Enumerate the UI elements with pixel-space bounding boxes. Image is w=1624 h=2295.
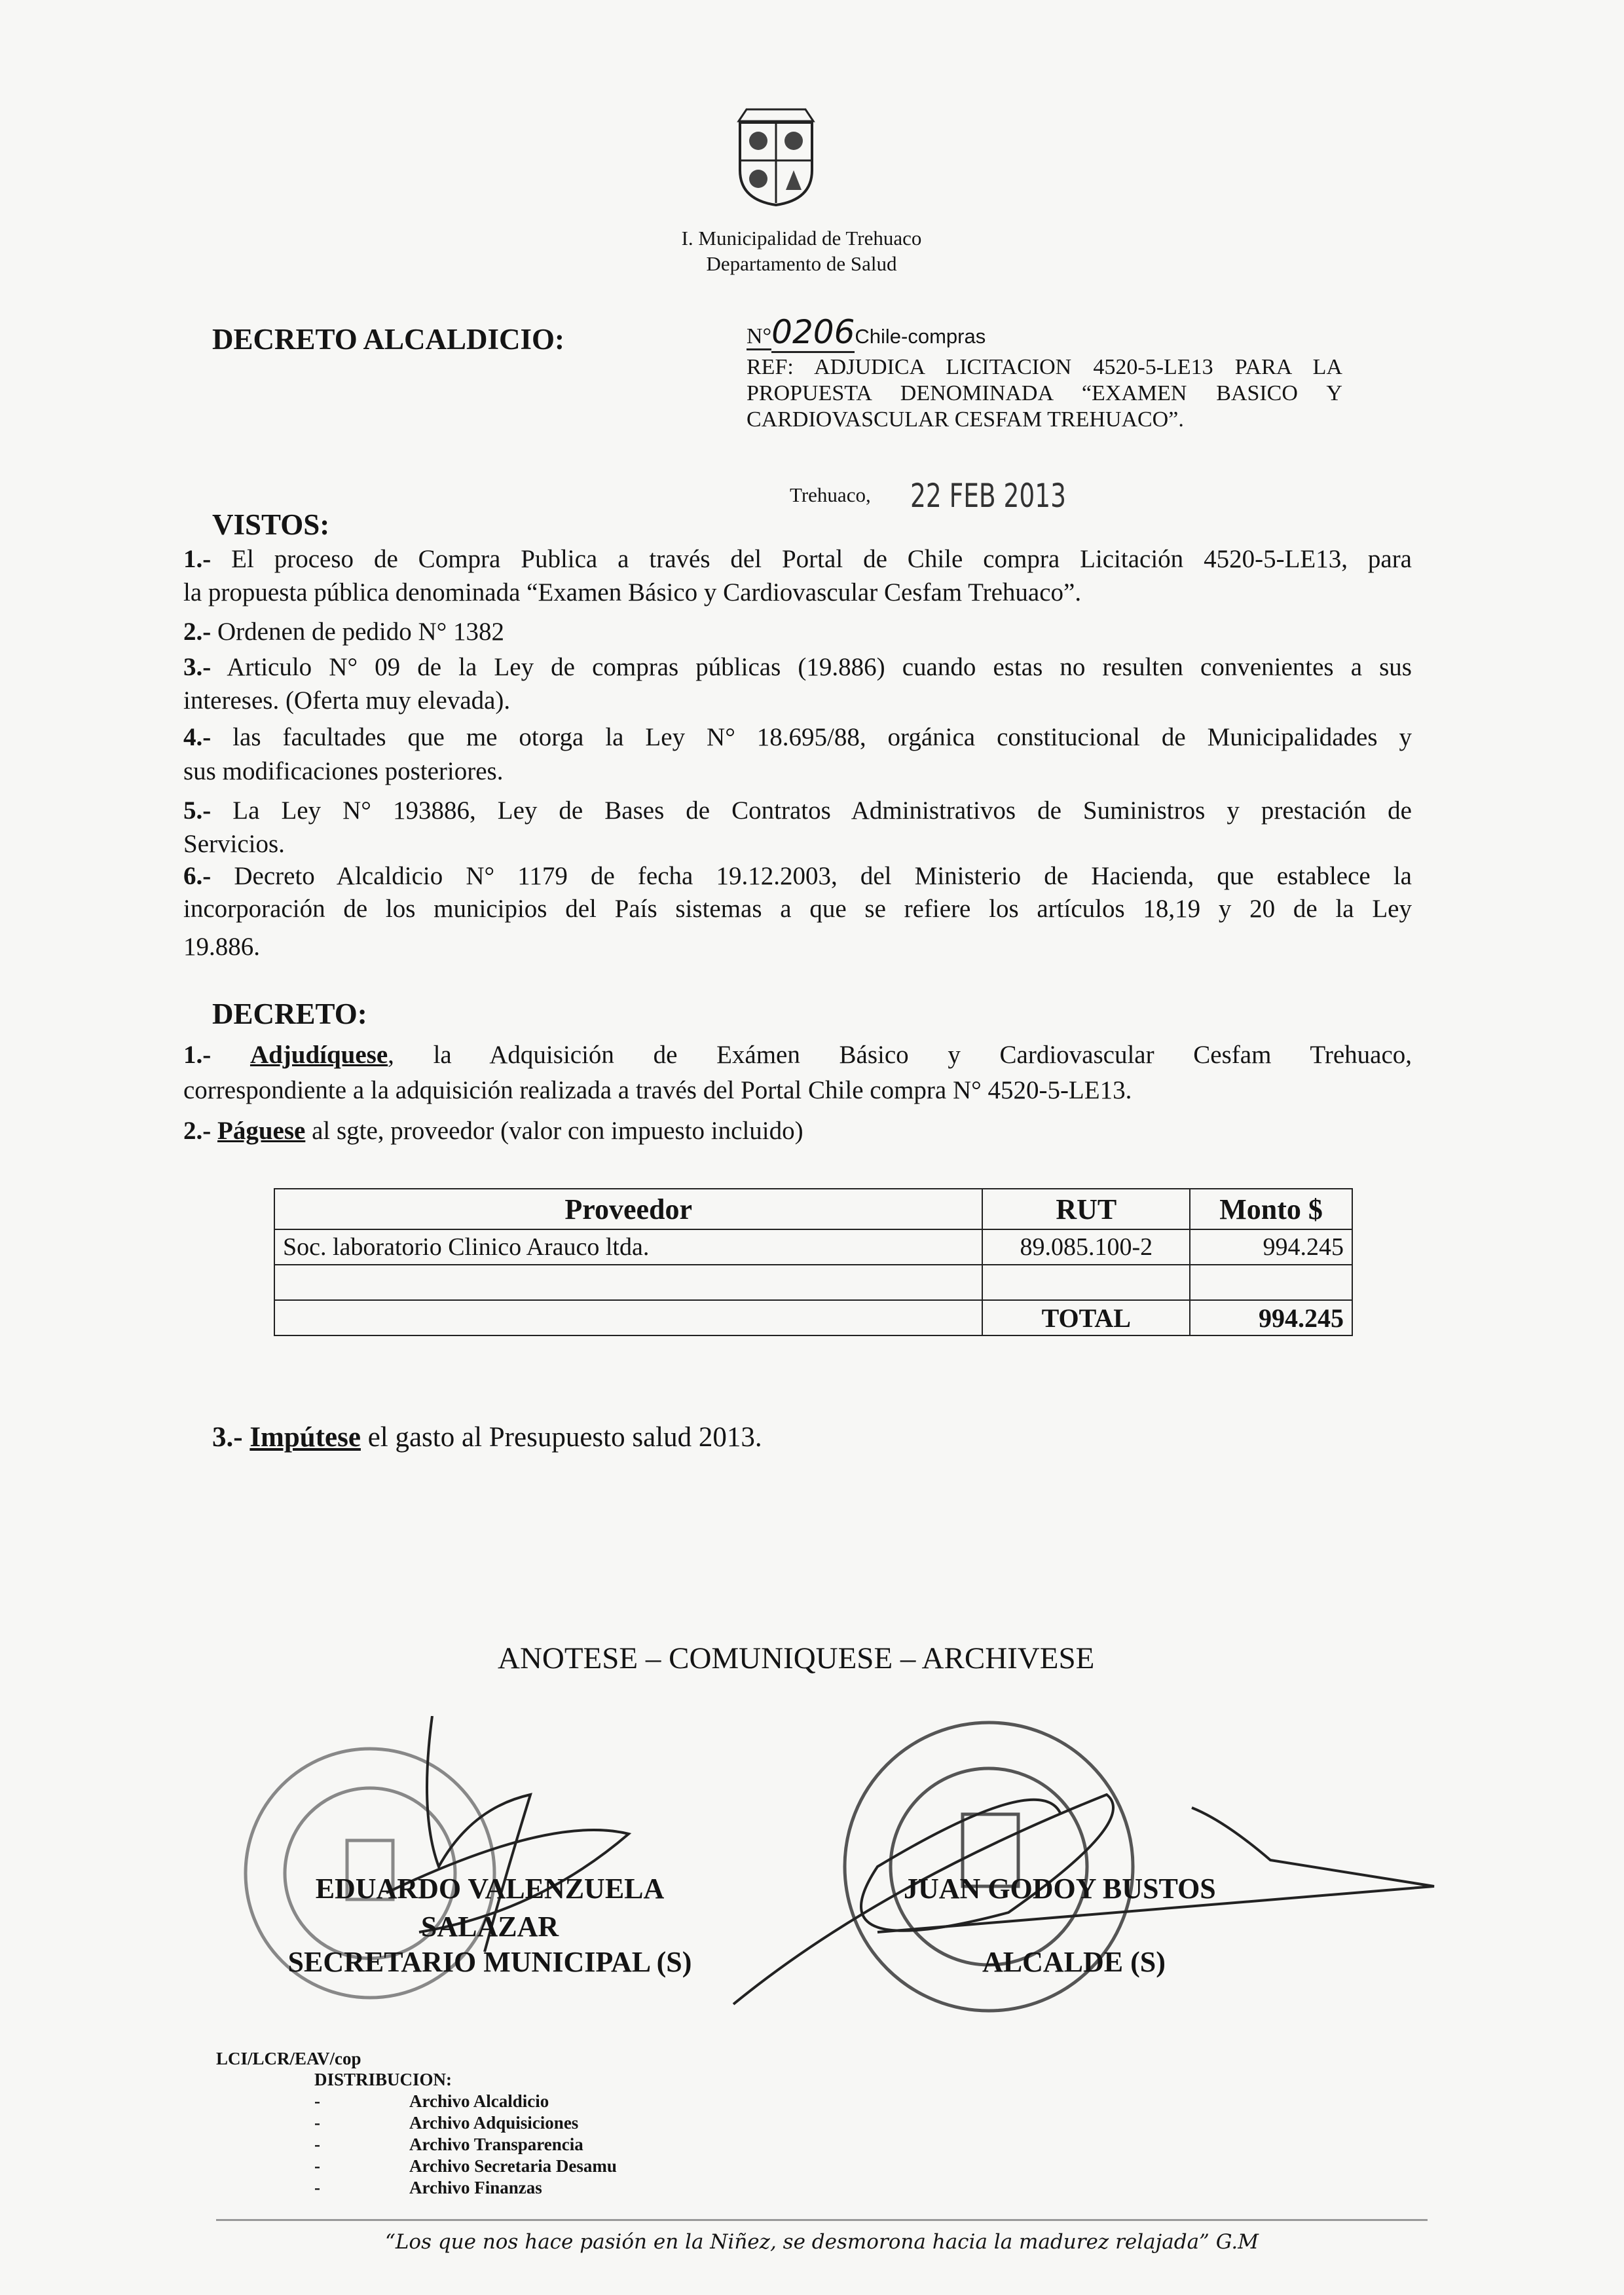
item-text: La Ley N° 193886, Ley de Bases de Contratos Administrativos de Suministros y prestación de: [232, 796, 1412, 825]
department-name: Departamento de Salud: [706, 252, 897, 275]
date-stamp: 22 FEB 2013: [910, 477, 1066, 515]
vistos-heading: VISTOS:: [212, 508, 330, 541]
item-number: 2.-: [183, 618, 212, 646]
ref-line: PROPUESTA DENOMINADA “EXAMEN BASICO Y: [747, 381, 1342, 405]
amount-cell: [1190, 1265, 1352, 1300]
item-number: 3.-: [183, 653, 212, 681]
initials: LCI/LCR/EAV/cop: [216, 2049, 361, 2068]
place: Trehuaco,: [790, 483, 871, 506]
secretary-name-line1: EDUARDO VALENZUELA: [315, 1873, 665, 1905]
mayor-role: ALCALDE (S): [982, 1946, 1166, 1978]
distribution-item: - Archivo Alcaldicio: [314, 2091, 549, 2111]
amount-cell: 994.245: [1190, 1229, 1352, 1265]
secretary-name-line2: SALAZAR: [420, 1911, 559, 1943]
vistos-item-1-cont: la propuesta pública denominada “Examen Básico y Cardiovascular Cesfam Trehuaco”.: [183, 578, 1082, 606]
item-number: 1.-: [183, 545, 212, 573]
distribution-item: - Archivo Finanzas: [314, 2178, 542, 2197]
mayor-name: JUAN GODOY BUSTOS: [904, 1873, 1216, 1905]
distribution-item: - Archivo Transparencia: [314, 2135, 583, 2154]
vistos-item-6-cont: incorporación de los municipios del País sistemas a que se refiere los artículos 18,19 y 20 de la Ley: [183, 895, 1412, 923]
total-row: [274, 1300, 1352, 1335]
provider-cell: [274, 1265, 982, 1300]
total-label: TOTAL: [982, 1300, 1190, 1335]
item-text: el gasto al Presupuesto salud 2013.: [360, 1422, 762, 1453]
item-text: Decreto Alcaldicio N° 1179 de fecha 19.12.2003, del Ministerio de Hacienda, que establece la: [234, 862, 1412, 890]
item-text: al sgte, proveedor (valor con impuesto incluido): [305, 1117, 803, 1145]
item-number: 3.-: [212, 1422, 243, 1453]
ref-line: CARDIOVASCULAR CESFAM TREHUACO”.: [747, 407, 1184, 432]
distribution-heading: DISTRIBUCION:: [314, 2070, 452, 2089]
item-number: 6.-: [183, 862, 212, 890]
decree-number: [747, 313, 986, 351]
number-prefix: N°: [747, 324, 771, 350]
distribution-item: - Archivo Secretaria Desamu: [314, 2156, 617, 2176]
decreto-item-3: [212, 1421, 762, 1453]
coat-of-arms-icon: [733, 108, 819, 206]
vistos-item-6-cont: 19.886.: [183, 933, 260, 961]
item-number: 4.-: [183, 723, 212, 751]
decreto-item-2: [183, 1116, 1412, 1146]
provider-table: [274, 1188, 1353, 1336]
provider-cell: Soc. laboratorio Clinico Arauco ltda.: [274, 1229, 982, 1265]
total-value: 994.245: [1190, 1300, 1352, 1335]
item-number: 1.-: [183, 1041, 212, 1069]
municipality-name: I. Municipalidad de Trehuaco: [681, 227, 922, 250]
vistos-item-5-cont: Servicios.: [183, 830, 285, 858]
footer-divider: [216, 2219, 1428, 2221]
vistos-item-6: [183, 861, 1412, 891]
number-suffix: Chile-compras: [855, 325, 986, 348]
ref-line: REF: ADJUDICA LICITACION 4520-5-LE13 PARA LA: [747, 355, 1342, 379]
vistos-item-1: [183, 544, 1412, 574]
vistos-item-4-cont: sus modificaciones posteriores.: [183, 757, 504, 785]
decreto-item-1: [183, 1040, 1412, 1070]
distribution-item: - Archivo Adquisiciones: [314, 2113, 579, 2133]
item-text: las facultades que me otorga la Ley N° 18.695/88, orgánica constitucional de Municipalidades y: [232, 723, 1412, 751]
item-number: 2.-: [183, 1117, 212, 1145]
vistos-item-2: [183, 617, 1412, 646]
table-row: [274, 1229, 1352, 1265]
table-header-row: [274, 1189, 1352, 1229]
handwritten-number: 0206: [771, 313, 855, 353]
column-header: Monto $: [1190, 1189, 1352, 1229]
rut-cell: [982, 1265, 1190, 1300]
vistos-item-4: [183, 722, 1412, 752]
item-keyword: Impútese: [249, 1422, 361, 1453]
vistos-item-5: [183, 796, 1412, 825]
vistos-item-3-cont: intereses. (Oferta muy elevada).: [183, 686, 511, 715]
decreto-item-1-cont: correspondiente a la adquisición realizada a través del Portal Chile compra N° 4520-5-LE13.: [183, 1076, 1132, 1104]
column-header: RUT: [982, 1189, 1190, 1229]
table-row: [274, 1265, 1352, 1300]
item-keyword: Adjudíquese: [249, 1041, 388, 1069]
item-number: 5.-: [183, 796, 212, 825]
decree-title: DECRETO ALCALDICIO:: [212, 323, 565, 356]
closing-line: ANOTESE – COMUNIQUESE – ARCHIVESE: [498, 1641, 1095, 1675]
vistos-item-3: [183, 652, 1412, 682]
item-text: Articulo N° 09 de la Ley de compras públicas (19.886) cuando estas no resulten convenientes a sus: [227, 653, 1412, 681]
item-keyword: Páguese: [217, 1117, 306, 1145]
empty-cell: [274, 1300, 982, 1335]
item-text: Ordenen de pedido N° 1382: [217, 618, 504, 646]
item-text: El proceso de Compra Publica a través del Portal de Chile compra Licitación 4520-5-LE13, para: [231, 545, 1412, 573]
column-header: Proveedor: [274, 1189, 982, 1229]
rut-cell: 89.085.100-2: [982, 1229, 1190, 1265]
decreto-heading: DECRETO:: [212, 998, 367, 1030]
footer-quote: “Los que nos hace pasión en la Niñez, se desmorona hacia la madurez relajada” G.M: [384, 2230, 1259, 2254]
secretary-role: SECRETARIO MUNICIPAL (S): [287, 1946, 692, 1978]
item-text: , la Adquisición de Exámen Básico y Cardiovascular Cesfam Trehuaco,: [388, 1041, 1412, 1069]
